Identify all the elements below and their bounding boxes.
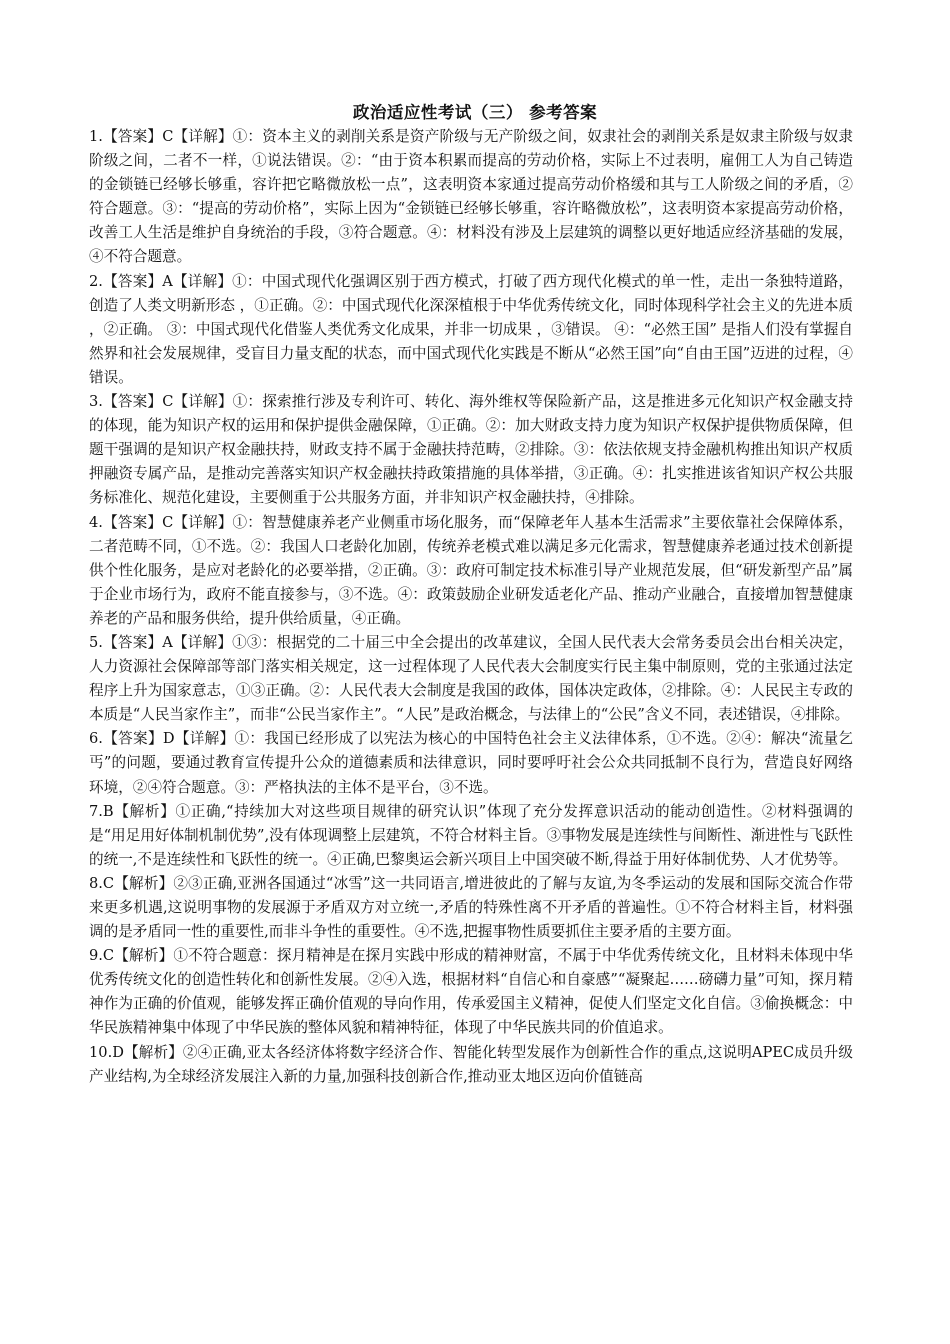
answer-item-1: 1.【答案】C【详解】①：资本主义的剥削关系是资产阶级与无产阶级之间，奴隶社会的剥削关系是奴隶主阶级与奴隶阶级之间，二者不一样，①说法错误。②：“由于资本积累而提高的劳动价格，实际上不过表明，雇佣工人为自己铸造的金锁链已经够长够重，容许把它略微放松一点”，这表明资本家通过提高劳动价格缓和其与工人阶级之间的矛盾，②符合题意。③：“提高的劳动价格”，实际上因为“金锁链已经够长够重，容许略微放松”，这表明资本家提高劳动价格，改善工人生活是维护自身统治的手段，③符合题意。④：材料没有涉及上层建筑的调整以更好地适应经济基础的发展，④不符合题意。 — [89, 128, 853, 266]
page-title: 政治适应性考试（三） 参考答案 — [352, 103, 598, 122]
answer-item-10: 10.D【解析】②④正确,亚太各经济体将数字经济合作、智能化转型发展作为创新性合作的重点,这说明APEC成员升级产业结构,为全球经济发展注入新的力量,加强科技创新合作,推动亚太地区迈向价值链高 — [89, 1043, 853, 1085]
answer-item-9: 9.C【解析】①不符合题意：探月精神是在探月实践中形成的精神财富，不属于中华优秀传统文化，且材料未体现中华优秀传统文化的创造性转化和创新性发展。②④入选，根据材料“自信心和自豪感”“凝聚起……磅礴力量”可知，探月精神作为正确的价值观，能够发挥正确价值观的导向作用，传承爱国主义精神，促使人们坚定文化自信。③偷换概念：中华民族精神集中体现了中华民族的整体风貌和精神特征，体现了中华民族共同的价值追求。 — [89, 947, 853, 1037]
answer-item-3: 3.【答案】C【详解】①：探索推行涉及专利许可、转化、海外维权等保险新产品，这是推进多元化知识产权金融支持的体现，能为知识产权的运用和保护提供金融保障，①正确。②：加大财政支持力度为知识产权保护提供物质保障，但题干强调的是知识产权金融扶持，财政支持不属于金融扶持范畴，②排除。③：依法依规支持金融机构推出知识产权质押融资专属产品，是推动完善落实知识产权金融扶持政策措施的具体举措，③正确。④：扎实推进该省知识产权公共服务标准化、规范化建设，主要侧重于公共服务方面，并非知识产权金融扶持，④排除。 — [89, 393, 853, 507]
answer-item-7: 7.B【解析】①正确,“持续加大对这些项目规律的研究认识”体现了充分发挥意识活动的能动创造性。②材料强调的是“用足用好体制机制优势”,没有体现调整上层建筑，不符合材料主旨。③事物发展是连续性与间断性、渐进性与飞跃性的统一,不是连续性和飞跃性的统一。④正确,巴黎奥运会新兴项目上中国突破不断,得益于用好体制优势、人才优势等。 — [89, 802, 853, 868]
answer-list — [89, 125, 853, 1089]
answer-item-5: 5.【答案】A【详解】①③：根据党的二十届三中全会提出的改革建议，全国人民代表大会常务委员会出台相关决定，人力资源社会保障部等部门落实相关规定，这一过程体现了人民代表大会制度实行民主集中制原则，党的主张通过法定程序上升为国家意志，①③正确。②：人民代表大会制度是我国的政体，国体决定政体，②排除。④：人民民主专政的本质是“人民当家作主”，而非“公民当家作主”。“人民”是政治概念，与法律上的“公民”含义不同，表述错误，④排除。 — [89, 633, 853, 724]
answer-item-4: 4.【答案】C【详解】①：智慧健康养老产业侧重市场化服务，而“保障老年人基本生活需求”主要依靠社会保障体系，二者范畴不同，①不选。②：我国人口老龄化加剧，传统养老模式难以满足多元化需求，智慧健康养老通过技术创新提供个性化服务，是应对老龄化的必要举措，②正确。③：政府可制定技术标准引导产业规范发展，但“研发新型产品”属于企业市场行为，政府不能直接参与，③不选。④：政策鼓励企业研发适老化产品、推动产业融合，直接增加智慧健康养老的产品和服务供给，提升供给质量，④正确。 — [89, 513, 853, 627]
answer-item-6: 6.【答案】D【详解】①：我国已经形成了以宪法为核心的中国特色社会主义法律体系，①不选。②④：解决“流量乞丐”的问题，要通过教育宣传提升公众的道德素质和法律意识，同时要呼吁社会公众共同抵制不良行为，营造良好网络环境，②④符合题意。③：严格执法的主体不是平台，③不选。 — [89, 730, 853, 796]
answer-item-2: 2.【答案】A【详解】①：中国式现代化强调区别于西方模式，打破了西方现代化模式的单一性，走出一条独特道路，创造了人类文明新形态 ，①正确。②：中国式现代化深深植根于中华优秀传统文化，同时体现科学社会主义的先进本质 ，②正确。 ③：中国式现代化借鉴人类优秀文化成果，并非一切成果 ，③错误。 ④：“必然王国” 是指人们没有掌握自然界和社会发展规律，受盲目力量支配的状态，而中国式现代化实践是不断从“必然王国”向“自由王国”迈进的过程，④错误。 — [89, 272, 853, 386]
answer-item-8: 8.C【解析】②③正确,亚洲各国通过“冰雪”这一共同语言,增进彼此的了解与友谊,为冬季运动的发展和国际交流合作带来更多机遇,这说明事物的发展源于矛盾双方对立统一,矛盾的特殊性离不开矛盾的普遍性。①不符合材料主旨，材料强调的是矛盾同一性的重要性,而非斗争性的重要性。④不选,把握事物性质要抓住主要矛盾的主要方面。 — [89, 874, 853, 941]
